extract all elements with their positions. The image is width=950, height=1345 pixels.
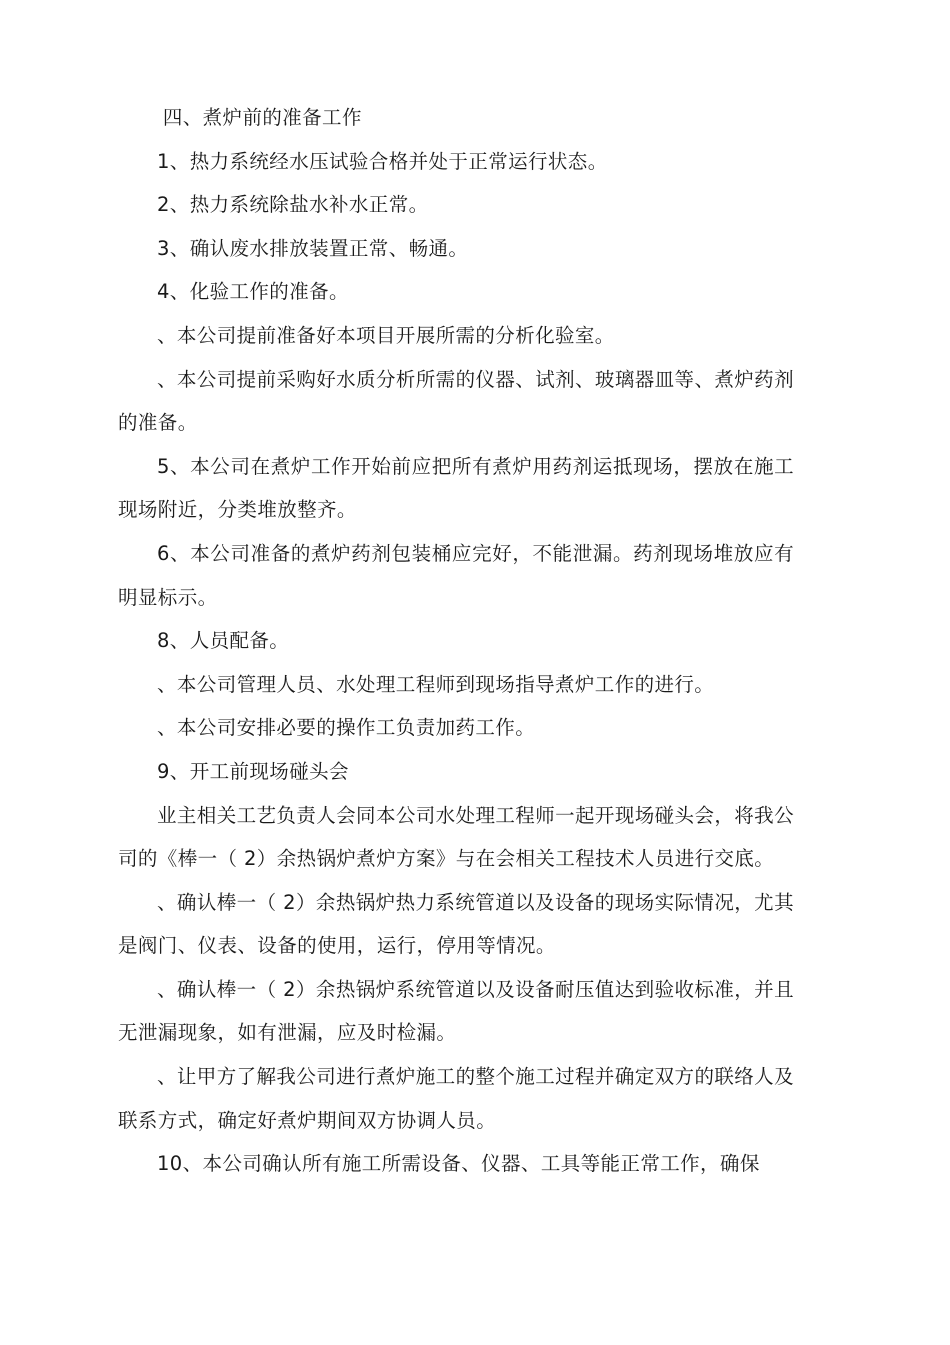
- paragraph-item-10: 10、本公司确认所有施工所需设备、仪器、工具等能正常工作，确保: [157, 1152, 760, 1176]
- paragraph-sub-item: 、确认棒一（ 2）余热锅炉热力系统管道以及设备的现场实际情况，尤其是阀门、仪表、设备的使用，运行，停用等情况。: [118, 890, 794, 958]
- paragraph-item-9: 9、开工前现场碰头会: [157, 759, 349, 783]
- paragraph-item-1: 1、热力系统经水压试验合格并处于正常运行状态。: [157, 149, 608, 173]
- paragraph-sub-item: 、确认棒一（ 2）余热锅炉系统管道以及设备耐压值达到验收标准，并且无泄漏现象，如有泄漏，应及时检漏。: [118, 977, 794, 1045]
- paragraph-item-6: 6、本公司准备的煮炉药剂包装桶应完好，不能泄漏。药剂现场堆放应有明显标示。: [118, 541, 794, 609]
- section-heading: 四、煮炉前的准备工作: [162, 106, 362, 129]
- paragraph-item-2: 2、热力系统除盐水补水正常。: [157, 193, 429, 217]
- paragraph-sub-item: 、让甲方了解我公司进行煮炉施工的整个施工过程并确定双方的联络人及联系方式，确定好煮炉期间双方协调人员。: [118, 1065, 794, 1132]
- paragraph-sub-item: 、本公司提前采购好水质分析所需的仪器、试剂、玻璃器皿等、煮炉药剂的准备。: [118, 367, 794, 435]
- paragraph-sub-item: 、本公司安排必要的操作工负责加药工作。: [157, 716, 536, 740]
- paragraph-item-4: 4、化验工作的准备。: [157, 280, 349, 304]
- paragraph-body: 业主相关工艺负责人会同本公司水处理工程师一起开现场碰头会，将我公司的《棒一（ 2）余热锅炉煮炉方案》与在会相关工程技术人员进行交底。: [118, 803, 794, 871]
- paragraph-sub-item: 、本公司提前准备好本项目开展所需的分析化验室。: [157, 323, 615, 347]
- paragraph-item-8: 8、人员配备。: [157, 629, 290, 653]
- paragraph-item-3: 3、确认废水排放装置正常、畅通。: [157, 236, 469, 260]
- document-body: [118, 96, 794, 1186]
- paragraph-sub-item: 、本公司管理人员、水处理工程师到现场指导煮炉工作的进行。: [157, 672, 715, 696]
- paragraph-item-5: 5、本公司在煮炉工作开始前应把所有煮炉用药剂运抵现场，摆放在施工现场附近，分类堆放整齐。: [118, 454, 794, 522]
